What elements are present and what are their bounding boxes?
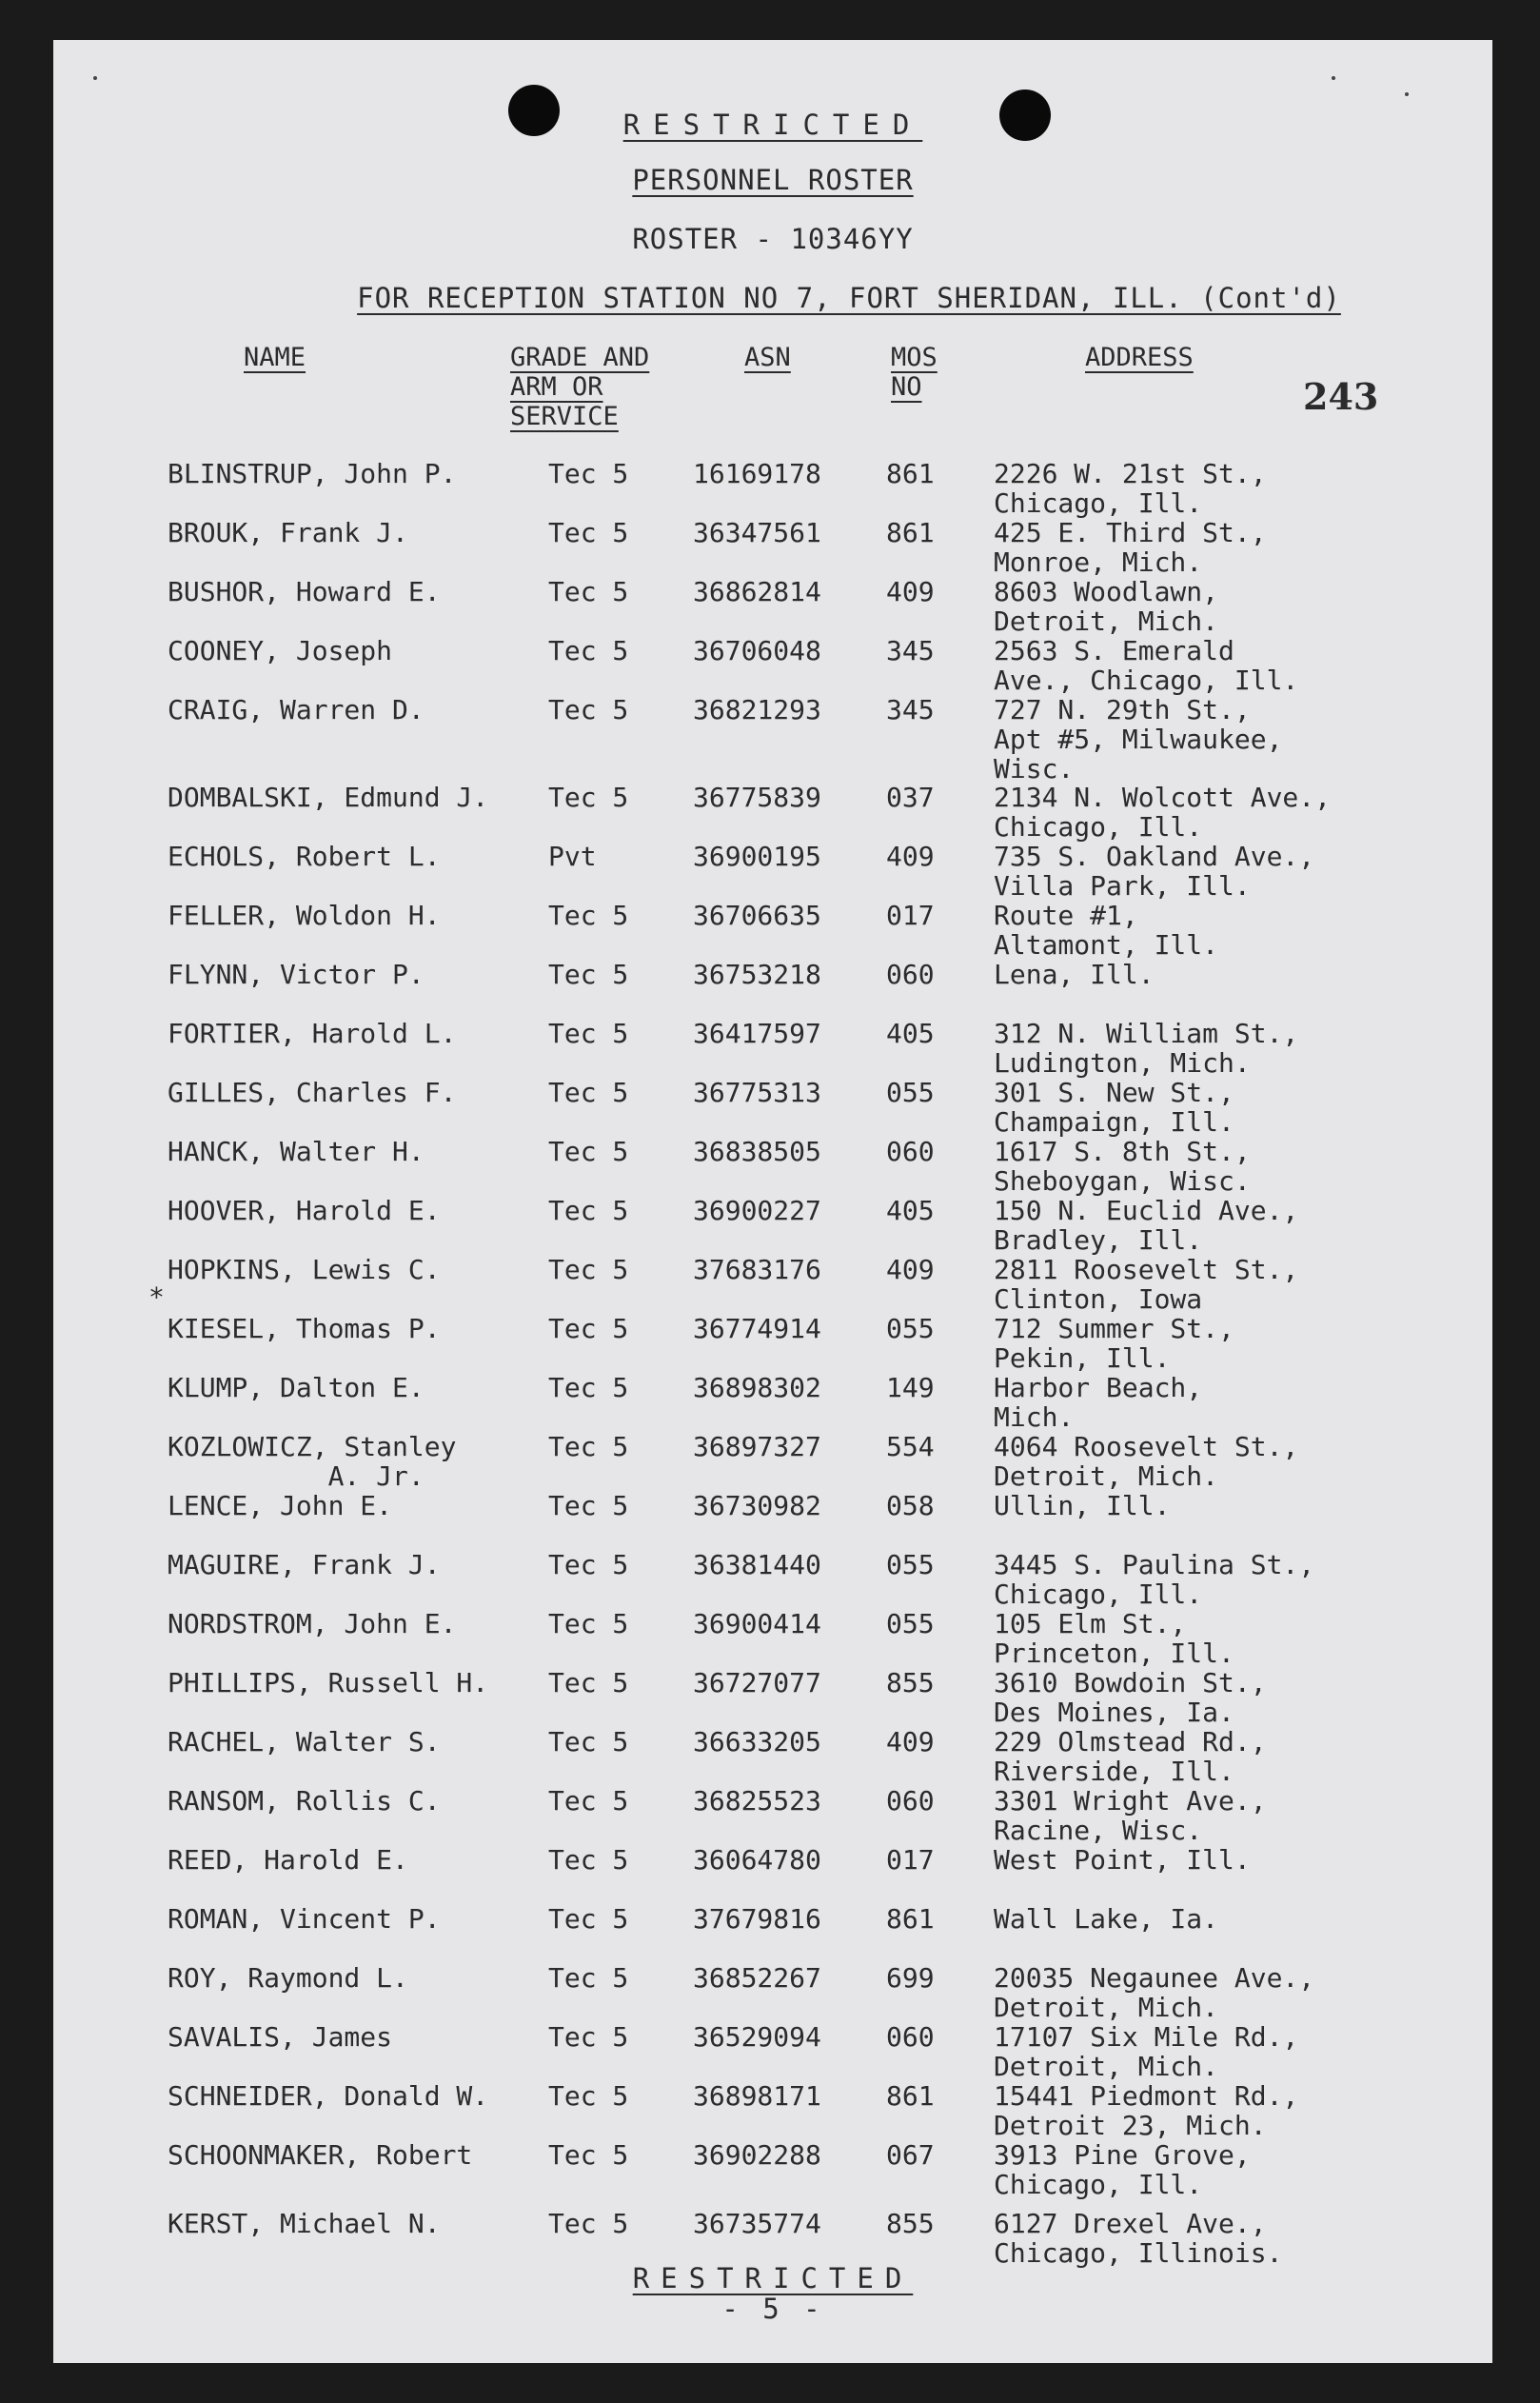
- roster-name: KERST, Michael N.: [168, 2208, 441, 2239]
- roster-mos: 861: [886, 517, 935, 548]
- column-header-grade: GRADE AND ARM OR SERVICE: [510, 343, 650, 431]
- roster-name: KIESEL, Thomas P.: [168, 1313, 441, 1344]
- roster-address: 8603 Woodlawn, Detroit, Mich.: [994, 576, 1219, 637]
- roster-grade: Tec 5: [548, 458, 629, 489]
- roster-asn: 36774914: [693, 1313, 821, 1344]
- roster-grade: Tec 5: [548, 1962, 629, 1994]
- roster-address: 4064 Roosevelt St., Detroit, Mich.: [994, 1431, 1299, 1492]
- document-title: PERSONNEL ROSTER: [632, 164, 914, 196]
- roster-asn: 36706635: [693, 900, 821, 931]
- roster-address: 150 N. Euclid Ave., Bradley, Ill.: [994, 1195, 1299, 1256]
- roster-name: LENCE, John E.: [168, 1490, 393, 1521]
- roster-asn: 36900195: [693, 841, 821, 872]
- roster-name: CRAIG, Warren D.: [168, 694, 424, 725]
- roster-asn: 36852267: [693, 1962, 821, 1994]
- roster-grade: Tec 5: [548, 1372, 629, 1403]
- roster-grade: Tec 5: [548, 694, 629, 725]
- roster-name: FELLER, Woldon H.: [168, 900, 441, 931]
- roster-mos: 055: [886, 1608, 935, 1639]
- roster-grade: Tec 5: [548, 2021, 629, 2053]
- roster-grade: Tec 5: [548, 1195, 629, 1226]
- roster-asn: 36897327: [693, 1431, 821, 1462]
- roster-name: PHILLIPS, Russell H.: [168, 1667, 489, 1698]
- roster-address: 2134 N. Wolcott Ave., Chicago, Ill.: [994, 782, 1332, 843]
- roster-grade: Tec 5: [548, 1667, 629, 1698]
- roster-asn: 36633205: [693, 1726, 821, 1758]
- roster-asn: 36064780: [693, 1844, 821, 1876]
- page-number: - 5 -: [721, 2293, 824, 2325]
- roster-mos: 861: [886, 458, 935, 489]
- roster-grade: Tec 5: [548, 2208, 629, 2239]
- roster-address: 727 N. 29th St., Apt #5, Milwaukee, Wisc.: [994, 694, 1283, 784]
- roster-asn: 36381440: [693, 1549, 821, 1580]
- roster-asn: 36706048: [693, 635, 821, 666]
- roster-address: Route #1, Altamont, Ill.: [994, 900, 1219, 961]
- roster-mos: 409: [886, 1726, 935, 1758]
- roster-address: 229 Olmstead Rd., Riverside, Ill.: [994, 1726, 1267, 1787]
- roster-asn: 36902288: [693, 2139, 821, 2171]
- star-mark: *: [148, 1281, 165, 1313]
- roster-asn: 37683176: [693, 1254, 821, 1285]
- roster-address: Lena, Ill.: [994, 959, 1155, 990]
- roster-asn: 36727077: [693, 1667, 821, 1698]
- roster-name: ROMAN, Vincent P.: [168, 1903, 441, 1935]
- roster-mos: 554: [886, 1431, 935, 1462]
- roster-grade: Tec 5: [548, 959, 629, 990]
- roster-address: 735 S. Oakland Ave., Villa Park, Ill.: [994, 841, 1315, 902]
- roster-mos: 409: [886, 1254, 935, 1285]
- roster-address: Harbor Beach, Mich.: [994, 1372, 1203, 1433]
- roster-address: Ullin, Ill.: [994, 1490, 1171, 1521]
- roster-mos: 861: [886, 1903, 935, 1935]
- roster-name: SCHNEIDER, Donald W.: [168, 2080, 489, 2112]
- roster-grade: Tec 5: [548, 1077, 629, 1108]
- roster-id: ROSTER - 10346YY: [632, 223, 914, 255]
- classification-footer: RESTRICTED: [632, 2262, 914, 2294]
- roster-address: 2563 S. Emerald Ave., Chicago, Ill.: [994, 635, 1299, 696]
- roster-name: GILLES, Charles F.: [168, 1077, 457, 1108]
- roster-asn: 36529094: [693, 2021, 821, 2053]
- roster-grade: Tec 5: [548, 517, 629, 548]
- roster-mos: 855: [886, 1667, 935, 1698]
- roster-grade: Tec 5: [548, 576, 629, 607]
- roster-asn: 36821293: [693, 694, 821, 725]
- unit-line: FOR RECEPTION STATION NO 7, FORT SHERIDAN, ILL. (Cont'd): [357, 282, 1341, 314]
- roster-address: 3301 Wright Ave., Racine, Wisc.: [994, 1785, 1267, 1846]
- document-page: [53, 40, 1492, 2363]
- roster-name: FORTIER, Harold L.: [168, 1018, 457, 1049]
- roster-grade: Tec 5: [548, 2139, 629, 2171]
- roster-name: ECHOLS, Robert L.: [168, 841, 441, 872]
- roster-grade: Tec 5: [548, 1844, 629, 1876]
- roster-asn: 36347561: [693, 517, 821, 548]
- roster-asn: 36900227: [693, 1195, 821, 1226]
- roster-mos: 060: [886, 2021, 935, 2053]
- roster-name: RANSOM, Rollis C.: [168, 1785, 441, 1817]
- roster-mos: 037: [886, 782, 935, 813]
- column-header-name: NAME: [244, 343, 306, 372]
- roster-name: ROY, Raymond L.: [168, 1962, 408, 1994]
- roster-grade: Tec 5: [548, 782, 629, 813]
- roster-grade: Tec 5: [548, 1549, 629, 1580]
- roster-address: 312 N. William St., Ludington, Mich.: [994, 1018, 1299, 1079]
- roster-grade: Pvt: [548, 841, 597, 872]
- roster-address: 425 E. Third St., Monroe, Mich.: [994, 517, 1267, 578]
- roster-name: BLINSTRUP, John P.: [168, 458, 457, 489]
- roster-grade: Tec 5: [548, 1608, 629, 1639]
- column-header-mos: MOS NO: [891, 343, 938, 402]
- roster-name: FLYNN, Victor P.: [168, 959, 424, 990]
- roster-mos: 058: [886, 1490, 935, 1521]
- speck: [1405, 92, 1409, 96]
- roster-mos: 017: [886, 900, 935, 931]
- roster-mos: 409: [886, 841, 935, 872]
- roster-mos: 017: [886, 1844, 935, 1876]
- roster-address: 3445 S. Paulina St., Chicago, Ill.: [994, 1549, 1315, 1610]
- column-header-address: ADDRESS: [1085, 343, 1194, 372]
- roster-asn: 36862814: [693, 576, 821, 607]
- page-stamp: 243: [1303, 375, 1379, 418]
- roster-asn: 36417597: [693, 1018, 821, 1049]
- roster-name: MAGUIRE, Frank J.: [168, 1549, 441, 1580]
- roster-asn: 36900414: [693, 1608, 821, 1639]
- roster-grade: Tec 5: [548, 1018, 629, 1049]
- roster-grade: Tec 5: [548, 1726, 629, 1758]
- roster-address: 2226 W. 21st St., Chicago, Ill.: [994, 458, 1267, 519]
- roster-address: 1617 S. 8th St., Sheboygan, Wisc.: [994, 1136, 1251, 1197]
- roster-address: West Point, Ill.: [994, 1844, 1251, 1876]
- roster-asn: 36838505: [693, 1136, 821, 1167]
- roster-name: SCHOONMAKER, Robert: [168, 2139, 473, 2171]
- roster-address: 6127 Drexel Ave., Chicago, Illinois.: [994, 2208, 1283, 2269]
- roster-name: HOOVER, Harold E.: [168, 1195, 441, 1226]
- roster-address: 105 Elm St., Princeton, Ill.: [994, 1608, 1234, 1669]
- roster-grade: Tec 5: [548, 1490, 629, 1521]
- roster-grade: Tec 5: [548, 1136, 629, 1167]
- roster-asn: 37679816: [693, 1903, 821, 1935]
- roster-address: 20035 Negaunee Ave., Detroit, Mich.: [994, 1962, 1315, 2023]
- column-header-asn: ASN: [744, 343, 791, 372]
- speck: [93, 76, 97, 80]
- roster-grade: Tec 5: [548, 1254, 629, 1285]
- roster-name: HANCK, Walter H.: [168, 1136, 424, 1167]
- roster-mos: 699: [886, 1962, 935, 1994]
- roster-mos: 405: [886, 1018, 935, 1049]
- roster-name: RACHEL, Walter S.: [168, 1726, 441, 1758]
- roster-mos: 060: [886, 959, 935, 990]
- roster-asn: 36730982: [693, 1490, 821, 1521]
- roster-grade: Tec 5: [548, 1431, 629, 1462]
- roster-name: COONEY, Joseph: [168, 635, 393, 666]
- roster-asn: 36898171: [693, 2080, 821, 2112]
- roster-address: 301 S. New St., Champaign, Ill.: [994, 1077, 1234, 1138]
- roster-mos: 861: [886, 2080, 935, 2112]
- roster-mos: 067: [886, 2139, 935, 2171]
- roster-name: REED, Harold E.: [168, 1844, 408, 1876]
- roster-name: KOZLOWICZ, Stanley A. Jr.: [168, 1431, 457, 1492]
- roster-grade: Tec 5: [548, 1785, 629, 1817]
- roster-mos: 405: [886, 1195, 935, 1226]
- roster-name: NORDSTROM, John E.: [168, 1608, 457, 1639]
- roster-grade: Tec 5: [548, 1313, 629, 1344]
- classification-header: RESTRICTED: [622, 109, 923, 141]
- roster-mos: 055: [886, 1313, 935, 1344]
- roster-name: BUSHOR, Howard E.: [168, 576, 441, 607]
- roster-mos: 060: [886, 1785, 935, 1817]
- roster-address: 3913 Pine Grove, Chicago, Ill.: [994, 2139, 1251, 2200]
- roster-mos: 345: [886, 694, 935, 725]
- roster-grade: Tec 5: [548, 635, 629, 666]
- roster-address: 2811 Roosevelt St., Clinton, Iowa: [994, 1254, 1299, 1315]
- roster-mos: 409: [886, 576, 935, 607]
- roster-grade: Tec 5: [548, 1903, 629, 1935]
- roster-name: SAVALIS, James: [168, 2021, 393, 2053]
- roster-name: HOPKINS, Lewis C.: [168, 1254, 441, 1285]
- roster-asn: 36775839: [693, 782, 821, 813]
- roster-mos: 149: [886, 1372, 935, 1403]
- roster-address: 17107 Six Mile Rd., Detroit, Mich.: [994, 2021, 1299, 2082]
- roster-asn: 36753218: [693, 959, 821, 990]
- roster-address: 712 Summer St., Pekin, Ill.: [994, 1313, 1234, 1374]
- roster-mos: 055: [886, 1077, 935, 1108]
- roster-grade: Tec 5: [548, 2080, 629, 2112]
- roster-mos: 855: [886, 2208, 935, 2239]
- roster-name: DOMBALSKI, Edmund J.: [168, 782, 489, 813]
- roster-address: 3610 Bowdoin St., Des Moines, Ia.: [994, 1667, 1267, 1728]
- roster-address: Wall Lake, Ia.: [994, 1903, 1219, 1935]
- roster-name: BROUK, Frank J.: [168, 517, 408, 548]
- roster-grade: Tec 5: [548, 900, 629, 931]
- roster-mos: 060: [886, 1136, 935, 1167]
- roster-asn: 36825523: [693, 1785, 821, 1817]
- roster-asn: 36735774: [693, 2208, 821, 2239]
- roster-name: KLUMP, Dalton E.: [168, 1372, 424, 1403]
- roster-mos: 345: [886, 635, 935, 666]
- roster-asn: 36775313: [693, 1077, 821, 1108]
- roster-asn: 16169178: [693, 458, 821, 489]
- roster-asn: 36898302: [693, 1372, 821, 1403]
- speck: [1332, 76, 1335, 80]
- roster-mos: 055: [886, 1549, 935, 1580]
- roster-address: 15441 Piedmont Rd., Detroit 23, Mich.: [994, 2080, 1299, 2141]
